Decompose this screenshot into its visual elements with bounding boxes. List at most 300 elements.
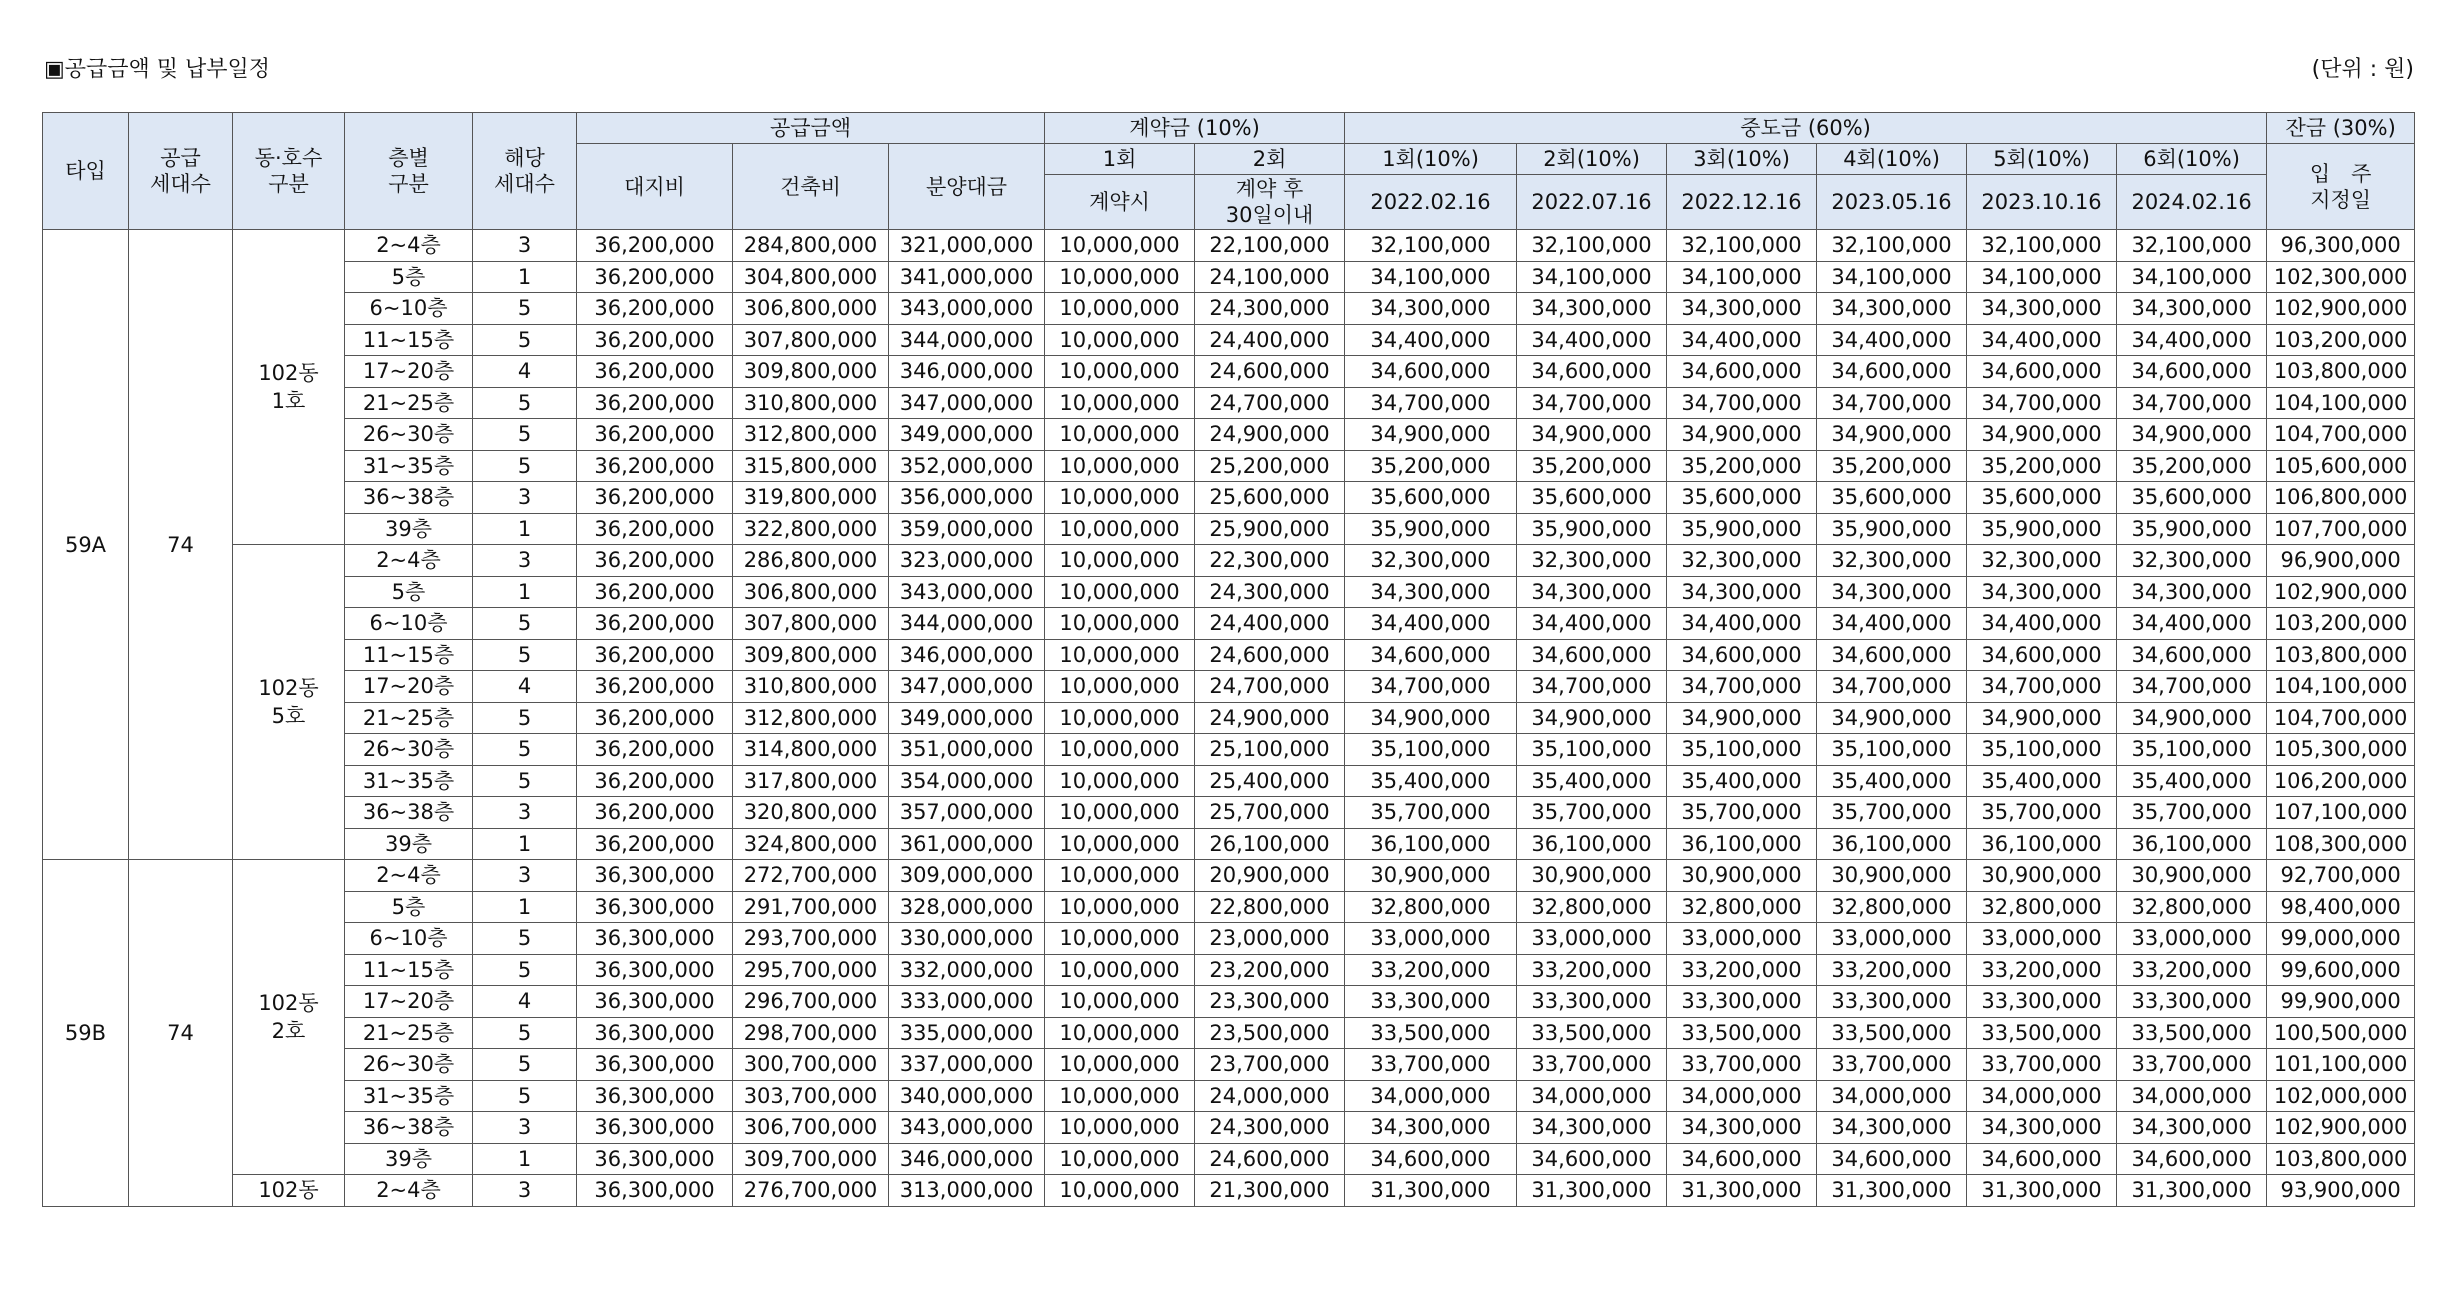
header-interim-date-2: 2022.07.16 [1517,175,1667,230]
cell-deposit-1: 10,000,000 [1045,576,1195,608]
cell-deposit-1: 10,000,000 [1045,923,1195,955]
cell-balance: 100,500,000 [2267,1017,2415,1049]
cell-building: 304,800,000 [733,261,889,293]
cell-dong-ho [233,860,345,1175]
page-title: ▣공급금액 및 납부일정 [44,57,271,82]
cell-interim-6: 33,700,000 [2117,1049,2267,1081]
cell-land: 36,200,000 [577,702,733,734]
cell-deposit-1: 10,000,000 [1045,261,1195,293]
cell-interim-5: 32,100,000 [1967,230,2117,262]
cell-sale-price: 361,000,000 [889,828,1045,860]
cell-interim-1: 35,700,000 [1345,797,1517,829]
cell-interim-2: 34,700,000 [1517,387,1667,419]
cell-interim-3: 34,400,000 [1667,608,1817,640]
cell-deposit-2: 21,300,000 [1195,1175,1345,1207]
cell-building: 306,700,000 [733,1112,889,1144]
cell-sale-price: 343,000,000 [889,293,1045,325]
cell-deposit-1: 10,000,000 [1045,639,1195,671]
cell-units: 1 [473,1143,577,1175]
cell-interim-1: 33,300,000 [1345,986,1517,1018]
cell-interim-6: 34,300,000 [2117,576,2267,608]
cell-units: 5 [473,324,577,356]
cell-units: 4 [473,671,577,703]
header-interim-date-5: 2023.10.16 [1967,175,2117,230]
cell-sale-price: 340,000,000 [889,1080,1045,1112]
cell-sale-price: 333,000,000 [889,986,1045,1018]
cell-supply-units: 74 [129,860,233,1207]
cell-balance: 96,900,000 [2267,545,2415,577]
table-row [43,576,2415,608]
cell-land: 36,200,000 [577,671,733,703]
cell-interim-3: 31,300,000 [1667,1175,1817,1207]
cell-balance: 101,100,000 [2267,1049,2415,1081]
cell-interim-4: 34,400,000 [1817,324,1967,356]
cell-land: 36,300,000 [577,1112,733,1144]
cell-interim-6: 34,400,000 [2117,608,2267,640]
cell-interim-5: 35,900,000 [1967,513,2117,545]
cell-floor: 17~20층 [345,986,473,1018]
cell-interim-6: 31,300,000 [2117,1175,2267,1207]
cell-building: 307,800,000 [733,324,889,356]
cell-building: 309,800,000 [733,639,889,671]
cell-interim-3: 32,800,000 [1667,891,1817,923]
cell-interim-2: 34,600,000 [1517,356,1667,388]
cell-balance: 106,200,000 [2267,765,2415,797]
cell-interim-3: 34,700,000 [1667,387,1817,419]
table-row [43,860,2415,892]
cell-interim-5: 34,700,000 [1967,671,2117,703]
cell-building: 307,800,000 [733,608,889,640]
cell-floor: 2~4층 [345,860,473,892]
cell-interim-4: 32,300,000 [1817,545,1967,577]
cell-interim-4: 34,100,000 [1817,261,1967,293]
cell-interim-1: 34,700,000 [1345,671,1517,703]
cell-interim-4: 36,100,000 [1817,828,1967,860]
cell-deposit-1: 10,000,000 [1045,450,1195,482]
cell-deposit-1: 10,000,000 [1045,324,1195,356]
cell-units: 5 [473,387,577,419]
cell-interim-1: 34,300,000 [1345,1112,1517,1144]
table-row [43,1080,2415,1112]
cell-deposit-1: 10,000,000 [1045,986,1195,1018]
cell-interim-4: 34,300,000 [1817,1112,1967,1144]
cell-interim-1: 35,600,000 [1345,482,1517,514]
header-building: 건축비 [733,144,889,230]
cell-building: 314,800,000 [733,734,889,766]
cell-balance: 104,700,000 [2267,419,2415,451]
cell-interim-1: 34,900,000 [1345,702,1517,734]
cell-interim-5: 33,200,000 [1967,954,2117,986]
cell-interim-1: 35,900,000 [1345,513,1517,545]
cell-floor: 31~35층 [345,765,473,797]
cell-interim-4: 32,100,000 [1817,230,1967,262]
cell-sale-price: 356,000,000 [889,482,1045,514]
cell-land: 36,200,000 [577,356,733,388]
table-row [43,419,2415,451]
cell-building: 276,700,000 [733,1175,889,1207]
cell-land: 36,300,000 [577,1049,733,1081]
cell-deposit-2: 24,600,000 [1195,639,1345,671]
cell-building: 312,800,000 [733,419,889,451]
cell-interim-5: 31,300,000 [1967,1175,2117,1207]
cell-floor: 5층 [345,576,473,608]
cell-floor: 2~4층 [345,230,473,262]
cell-interim-3: 34,300,000 [1667,576,1817,608]
cell-land: 36,300,000 [577,1017,733,1049]
cell-balance: 107,700,000 [2267,513,2415,545]
header-interim-2: 2회(10%) [1517,144,1667,175]
cell-interim-3: 33,500,000 [1667,1017,1817,1049]
cell-units: 3 [473,797,577,829]
table-row [43,482,2415,514]
header-type: 타입 [43,113,129,230]
cell-building: 310,800,000 [733,671,889,703]
cell-floor: 31~35층 [345,450,473,482]
cell-land: 36,200,000 [577,513,733,545]
cell-land: 36,200,000 [577,828,733,860]
cell-sale-price: 357,000,000 [889,797,1045,829]
cell-deposit-2: 22,800,000 [1195,891,1345,923]
table-row [43,324,2415,356]
cell-interim-1: 33,500,000 [1345,1017,1517,1049]
cell-type: 59B [43,860,129,1207]
cell-floor: 6~10층 [345,608,473,640]
cell-interim-3: 34,100,000 [1667,261,1817,293]
cell-units: 3 [473,1112,577,1144]
cell-interim-6: 35,100,000 [2117,734,2267,766]
cell-interim-4: 34,900,000 [1817,419,1967,451]
cell-interim-6: 34,400,000 [2117,324,2267,356]
cell-interim-5: 34,600,000 [1967,639,2117,671]
cell-interim-1: 34,400,000 [1345,324,1517,356]
cell-interim-3: 35,100,000 [1667,734,1817,766]
cell-units: 5 [473,734,577,766]
cell-building: 300,700,000 [733,1049,889,1081]
cell-interim-4: 35,700,000 [1817,797,1967,829]
cell-deposit-1: 10,000,000 [1045,828,1195,860]
cell-floor: 6~10층 [345,923,473,955]
table-body [43,230,2415,1207]
table-row [43,293,2415,325]
cell-balance: 102,900,000 [2267,1112,2415,1144]
cell-type: 59A [43,230,129,860]
cell-deposit-1: 10,000,000 [1045,954,1195,986]
cell-interim-5: 34,100,000 [1967,261,2117,293]
cell-land: 36,300,000 [577,986,733,1018]
cell-balance: 104,700,000 [2267,702,2415,734]
cell-floor: 11~15층 [345,324,473,356]
cell-deposit-1: 10,000,000 [1045,608,1195,640]
cell-interim-4: 34,400,000 [1817,608,1967,640]
cell-floor: 36~38층 [345,797,473,829]
cell-deposit-2: 22,100,000 [1195,230,1345,262]
cell-interim-6: 34,100,000 [2117,261,2267,293]
header-balance-when: 입 주 지정일 [2267,144,2415,230]
unit-label: (단위 : 원) [2311,57,2414,82]
cell-interim-2: 34,600,000 [1517,1143,1667,1175]
cell-interim-2: 33,500,000 [1517,1017,1667,1049]
cell-land: 36,200,000 [577,576,733,608]
cell-sale-price: 349,000,000 [889,702,1045,734]
cell-sale-price: 343,000,000 [889,1112,1045,1144]
cell-deposit-2: 25,200,000 [1195,450,1345,482]
cell-interim-6: 33,200,000 [2117,954,2267,986]
table-row [43,639,2415,671]
cell-deposit-1: 10,000,000 [1045,765,1195,797]
cell-interim-6: 35,400,000 [2117,765,2267,797]
cell-floor: 36~38층 [345,482,473,514]
cell-sale-price: 354,000,000 [889,765,1045,797]
cell-interim-2: 34,300,000 [1517,576,1667,608]
cell-interim-2: 34,400,000 [1517,324,1667,356]
cell-units: 5 [473,702,577,734]
header-sale-price: 분양대금 [889,144,1045,230]
cell-building: 310,800,000 [733,387,889,419]
cell-interim-3: 34,600,000 [1667,356,1817,388]
cell-interim-1: 34,900,000 [1345,419,1517,451]
cell-interim-5: 32,800,000 [1967,891,2117,923]
cell-deposit-2: 24,100,000 [1195,261,1345,293]
cell-dong-ho [233,230,345,545]
cell-interim-1: 34,600,000 [1345,356,1517,388]
header-deposit: 계약금 (10%) [1045,113,1345,144]
cell-land: 36,200,000 [577,324,733,356]
cell-interim-1: 32,100,000 [1345,230,1517,262]
table-row [43,828,2415,860]
cell-balance: 99,600,000 [2267,954,2415,986]
cell-sale-price: 323,000,000 [889,545,1045,577]
cell-deposit-2: 20,900,000 [1195,860,1345,892]
cell-building: 315,800,000 [733,450,889,482]
cell-floor: 17~20층 [345,671,473,703]
cell-floor: 36~38층 [345,1112,473,1144]
cell-interim-5: 33,500,000 [1967,1017,2117,1049]
cell-deposit-1: 10,000,000 [1045,1112,1195,1144]
cell-interim-1: 33,200,000 [1345,954,1517,986]
cell-floor: 21~25층 [345,702,473,734]
cell-interim-5: 33,000,000 [1967,923,2117,955]
cell-floor: 26~30층 [345,1049,473,1081]
cell-balance: 99,900,000 [2267,986,2415,1018]
cell-sale-price: 347,000,000 [889,671,1045,703]
cell-interim-5: 34,700,000 [1967,387,2117,419]
cell-units: 5 [473,293,577,325]
cell-interim-2: 34,900,000 [1517,419,1667,451]
cell-units: 3 [473,482,577,514]
cell-deposit-2: 22,300,000 [1195,545,1345,577]
cell-deposit-2: 23,200,000 [1195,954,1345,986]
cell-interim-4: 34,700,000 [1817,671,1967,703]
cell-floor: 39층 [345,513,473,545]
cell-balance: 102,000,000 [2267,1080,2415,1112]
cell-balance: 103,800,000 [2267,639,2415,671]
table-row [43,797,2415,829]
cell-interim-1: 35,400,000 [1345,765,1517,797]
cell-sale-price: 313,000,000 [889,1175,1045,1207]
cell-deposit-2: 23,500,000 [1195,1017,1345,1049]
cell-interim-3: 32,300,000 [1667,545,1817,577]
cell-deposit-1: 10,000,000 [1045,734,1195,766]
cell-deposit-1: 10,000,000 [1045,702,1195,734]
cell-interim-1: 32,300,000 [1345,545,1517,577]
cell-units: 5 [473,765,577,797]
cell-interim-4: 34,700,000 [1817,387,1967,419]
cell-units: 1 [473,513,577,545]
cell-deposit-1: 10,000,000 [1045,545,1195,577]
cell-building: 312,800,000 [733,702,889,734]
cell-interim-5: 34,900,000 [1967,702,2117,734]
cell-interim-2: 35,600,000 [1517,482,1667,514]
cell-building: 295,700,000 [733,954,889,986]
header-floor: 층별 구분 [345,113,473,230]
table-row [43,986,2415,1018]
cell-deposit-2: 24,300,000 [1195,293,1345,325]
header-land: 대지비 [577,144,733,230]
cell-deposit-2: 25,100,000 [1195,734,1345,766]
cell-sale-price: 321,000,000 [889,230,1045,262]
cell-units: 5 [473,954,577,986]
dong-ho-label: 102동 [258,361,319,385]
cell-interim-3: 35,900,000 [1667,513,1817,545]
header-interim: 중도금 (60%) [1345,113,2267,144]
cell-land: 36,300,000 [577,1175,733,1207]
cell-interim-2: 35,900,000 [1517,513,1667,545]
cell-balance: 103,200,000 [2267,608,2415,640]
table-row [43,261,2415,293]
cell-deposit-1: 10,000,000 [1045,1017,1195,1049]
cell-interim-6: 35,600,000 [2117,482,2267,514]
cell-land: 36,300,000 [577,891,733,923]
cell-interim-4: 31,300,000 [1817,1175,1967,1207]
cell-balance: 108,300,000 [2267,828,2415,860]
cell-interim-5: 34,300,000 [1967,576,2117,608]
cell-deposit-1: 10,000,000 [1045,387,1195,419]
header-dong-ho: 동·호수 구분 [233,113,345,230]
cell-interim-1: 34,300,000 [1345,576,1517,608]
cell-land: 36,200,000 [577,387,733,419]
cell-interim-4: 35,400,000 [1817,765,1967,797]
table-row [43,230,2415,262]
cell-interim-6: 34,600,000 [2117,639,2267,671]
cell-units: 4 [473,356,577,388]
cell-interim-2: 34,000,000 [1517,1080,1667,1112]
cell-balance: 103,800,000 [2267,1143,2415,1175]
cell-interim-5: 34,300,000 [1967,1112,2117,1144]
cell-land: 36,200,000 [577,293,733,325]
dong-ho-label: 102동 [258,991,319,1015]
cell-units: 5 [473,608,577,640]
cell-building: 320,800,000 [733,797,889,829]
table-row [43,1049,2415,1081]
cell-building: 284,800,000 [733,230,889,262]
cell-balance: 104,100,000 [2267,387,2415,419]
cell-interim-3: 32,100,000 [1667,230,1817,262]
cell-deposit-1: 10,000,000 [1045,671,1195,703]
cell-interim-3: 34,000,000 [1667,1080,1817,1112]
header-deposit-1-when: 계약시 [1045,175,1195,230]
cell-deposit-1: 10,000,000 [1045,419,1195,451]
table-row [43,702,2415,734]
cell-building: 309,800,000 [733,356,889,388]
cell-deposit-2: 23,700,000 [1195,1049,1345,1081]
dong-ho-label: 102동 [258,1178,319,1203]
cell-interim-5: 33,700,000 [1967,1049,2117,1081]
cell-interim-4: 30,900,000 [1817,860,1967,892]
cell-interim-2: 30,900,000 [1517,860,1667,892]
cell-interim-3: 35,700,000 [1667,797,1817,829]
cell-interim-2: 35,700,000 [1517,797,1667,829]
table-row [43,608,2415,640]
cell-interim-2: 32,300,000 [1517,545,1667,577]
cell-interim-3: 34,700,000 [1667,671,1817,703]
cell-floor: 26~30층 [345,734,473,766]
cell-interim-5: 35,100,000 [1967,734,2117,766]
cell-interim-5: 30,900,000 [1967,860,2117,892]
cell-interim-5: 34,400,000 [1967,608,2117,640]
cell-deposit-2: 25,700,000 [1195,797,1345,829]
cell-land: 36,200,000 [577,419,733,451]
cell-interim-4: 33,200,000 [1817,954,1967,986]
cell-building: 324,800,000 [733,828,889,860]
cell-interim-3: 35,400,000 [1667,765,1817,797]
cell-sale-price: 330,000,000 [889,923,1045,955]
cell-deposit-2: 24,400,000 [1195,324,1345,356]
cell-floor: 21~25층 [345,387,473,419]
cell-building: 309,700,000 [733,1143,889,1175]
cell-units: 1 [473,261,577,293]
cell-balance: 98,400,000 [2267,891,2415,923]
cell-floor: 5층 [345,891,473,923]
cell-building: 322,800,000 [733,513,889,545]
cell-interim-2: 32,800,000 [1517,891,1667,923]
cell-land: 36,200,000 [577,230,733,262]
header-interim-date-6: 2024.02.16 [2117,175,2267,230]
cell-interim-6: 30,900,000 [2117,860,2267,892]
cell-floor: 31~35층 [345,1080,473,1112]
cell-deposit-2: 26,100,000 [1195,828,1345,860]
cell-interim-3: 34,300,000 [1667,293,1817,325]
cell-interim-4: 35,600,000 [1817,482,1967,514]
header-supply-units: 공급 세대수 [129,113,233,230]
table-row [43,1175,2415,1207]
cell-interim-3: 34,400,000 [1667,324,1817,356]
cell-land: 36,300,000 [577,860,733,892]
cell-floor: 21~25층 [345,1017,473,1049]
cell-deposit-2: 24,700,000 [1195,387,1345,419]
cell-units: 1 [473,891,577,923]
table-row [43,765,2415,797]
cell-interim-4: 34,300,000 [1817,293,1967,325]
cell-interim-3: 34,900,000 [1667,419,1817,451]
cell-interim-5: 35,600,000 [1967,482,2117,514]
cell-floor: 5층 [345,261,473,293]
cell-sale-price: 359,000,000 [889,513,1045,545]
cell-deposit-1: 10,000,000 [1045,797,1195,829]
cell-interim-4: 32,800,000 [1817,891,1967,923]
cell-interim-6: 35,200,000 [2117,450,2267,482]
cell-land: 36,200,000 [577,261,733,293]
cell-interim-6: 34,900,000 [2117,419,2267,451]
cell-interim-1: 34,100,000 [1345,261,1517,293]
cell-building: 298,700,000 [733,1017,889,1049]
table-row [43,545,2415,577]
dong-ho-label: 1호 [271,389,306,413]
cell-deposit-1: 10,000,000 [1045,860,1195,892]
cell-interim-4: 33,000,000 [1817,923,1967,955]
dong-ho-label: 2호 [271,1019,306,1043]
cell-land: 36,200,000 [577,482,733,514]
table-row [43,891,2415,923]
